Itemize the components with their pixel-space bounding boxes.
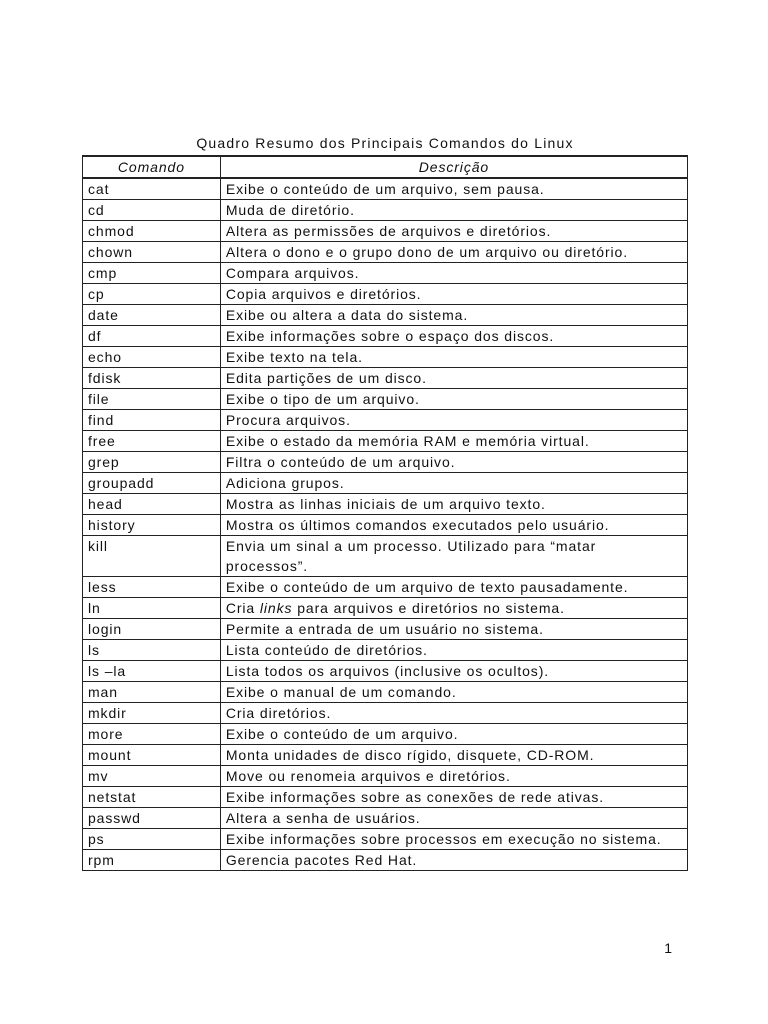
table-row xyxy=(83,347,688,368)
column-header-descricao: Descrição xyxy=(220,156,687,178)
table-row xyxy=(83,305,688,326)
table-row xyxy=(83,200,688,221)
description-cell: Lista conteúdo de diretórios. xyxy=(220,640,687,661)
page-title: Quadro Resumo dos Principais Comandos do Linux xyxy=(196,135,574,151)
table-row xyxy=(83,473,688,494)
command-cell: chown xyxy=(83,242,221,263)
description-cell xyxy=(220,598,687,619)
description-text: Cria xyxy=(225,600,260,616)
table-row xyxy=(83,724,688,745)
table-row xyxy=(83,263,688,284)
table-row xyxy=(83,178,688,200)
description-cell: Altera o dono e o grupo dono de um arquivo ou diretório. xyxy=(220,242,687,263)
command-cell: mv xyxy=(83,766,221,787)
table-row xyxy=(83,787,688,808)
command-cell: date xyxy=(83,305,221,326)
description-cell: Procura arquivos. xyxy=(220,410,687,431)
description-cell: Edita partições de um disco. xyxy=(220,368,687,389)
description-cell: Exibe informações sobre processos em execução no sistema. xyxy=(220,829,687,850)
command-cell: history xyxy=(83,515,221,536)
command-cell: groupadd xyxy=(83,473,221,494)
command-cell: rpm xyxy=(83,850,221,871)
description-cell: Muda de diretório. xyxy=(220,200,687,221)
description-cell: Exibe o estado da memória RAM e memória virtual. xyxy=(220,431,687,452)
command-cell: cmp xyxy=(83,263,221,284)
command-cell: cd xyxy=(83,200,221,221)
description-cell: Monta unidades de disco rígido, disquete, CD-ROM. xyxy=(220,745,687,766)
description-cell: Exibe ou altera a data do sistema. xyxy=(220,305,687,326)
command-cell: echo xyxy=(83,347,221,368)
description-cell: Move ou renomeia arquivos e diretórios. xyxy=(220,766,687,787)
command-cell: netstat xyxy=(83,787,221,808)
description-cell: Filtra o conteúdo de um arquivo. xyxy=(220,452,687,473)
command-cell: less xyxy=(83,577,221,598)
command-cell: passwd xyxy=(83,808,221,829)
description-cell: Cria diretórios. xyxy=(220,703,687,724)
command-cell: mkdir xyxy=(83,703,221,724)
table-row xyxy=(83,682,688,703)
commands-table xyxy=(82,155,688,871)
table-row xyxy=(83,703,688,724)
table-header-row xyxy=(83,156,688,178)
table-row xyxy=(83,577,688,598)
table-row xyxy=(83,515,688,536)
description-cell: Exibe o conteúdo de um arquivo. xyxy=(220,724,687,745)
table-row xyxy=(83,598,688,619)
command-cell: mount xyxy=(83,745,221,766)
command-cell: grep xyxy=(83,452,221,473)
description-cell: Gerencia pacotes Red Hat. xyxy=(220,850,687,871)
table-row xyxy=(83,368,688,389)
table-row xyxy=(83,766,688,787)
command-cell: chmod xyxy=(83,221,221,242)
command-cell: kill xyxy=(83,536,221,577)
table-row xyxy=(83,452,688,473)
description-cell: Mostra as linhas iniciais de um arquivo texto. xyxy=(220,494,687,515)
table-row xyxy=(83,661,688,682)
description-cell: Exibe informações sobre as conexões de rede ativas. xyxy=(220,787,687,808)
command-cell: login xyxy=(83,619,221,640)
description-cell: Altera a senha de usuários. xyxy=(220,808,687,829)
description-cell: Adiciona grupos. xyxy=(220,473,687,494)
table-row xyxy=(83,389,688,410)
description-cell: Envia um sinal a um processo. Utilizado para “matar processos”. xyxy=(220,536,687,577)
table-row xyxy=(83,808,688,829)
table-row xyxy=(83,850,688,871)
description-cell: Exibe informações sobre o espaço dos discos. xyxy=(220,326,687,347)
table-row xyxy=(83,829,688,850)
command-cell: ls –la xyxy=(83,661,221,682)
table-row xyxy=(83,431,688,452)
command-cell: file xyxy=(83,389,221,410)
command-cell: cat xyxy=(83,178,221,200)
column-header-comando: Comando xyxy=(83,156,221,178)
description-cell: Exibe o tipo de um arquivo. xyxy=(220,389,687,410)
command-cell: head xyxy=(83,494,221,515)
command-cell: ps xyxy=(83,829,221,850)
command-cell: more xyxy=(83,724,221,745)
description-cell: Altera as permissões de arquivos e diretórios. xyxy=(220,221,687,242)
table-row xyxy=(83,745,688,766)
description-emphasis: links xyxy=(259,600,293,616)
table-body xyxy=(83,178,688,871)
description-cell: Exibe o manual de um comando. xyxy=(220,682,687,703)
command-cell: find xyxy=(83,410,221,431)
description-cell: Exibe o conteúdo de um arquivo, sem pausa. xyxy=(220,178,687,200)
command-cell: cp xyxy=(83,284,221,305)
command-cell: man xyxy=(83,682,221,703)
description-cell: Copia arquivos e diretórios. xyxy=(220,284,687,305)
command-cell: ln xyxy=(83,598,221,619)
description-text: para arquivos e diretórios no sistema. xyxy=(292,600,565,616)
description-cell: Permite a entrada de um usuário no sistema. xyxy=(220,619,687,640)
table-row xyxy=(83,221,688,242)
table-row xyxy=(83,410,688,431)
table-row xyxy=(83,619,688,640)
table-row xyxy=(83,640,688,661)
command-cell: fdisk xyxy=(83,368,221,389)
description-cell: Exibe texto na tela. xyxy=(220,347,687,368)
description-cell: Exibe o conteúdo de um arquivo de texto pausadamente. xyxy=(220,577,687,598)
page-number: 1 xyxy=(664,940,672,956)
table-row xyxy=(83,284,688,305)
description-cell: Mostra os últimos comandos executados pelo usuário. xyxy=(220,515,687,536)
table-row xyxy=(83,326,688,347)
description-cell: Lista todos os arquivos (inclusive os ocultos). xyxy=(220,661,687,682)
table-row xyxy=(83,536,688,577)
command-cell: free xyxy=(83,431,221,452)
table-row xyxy=(83,242,688,263)
command-cell: df xyxy=(83,326,221,347)
command-cell: ls xyxy=(83,640,221,661)
description-cell: Compara arquivos. xyxy=(220,263,687,284)
table-row xyxy=(83,494,688,515)
